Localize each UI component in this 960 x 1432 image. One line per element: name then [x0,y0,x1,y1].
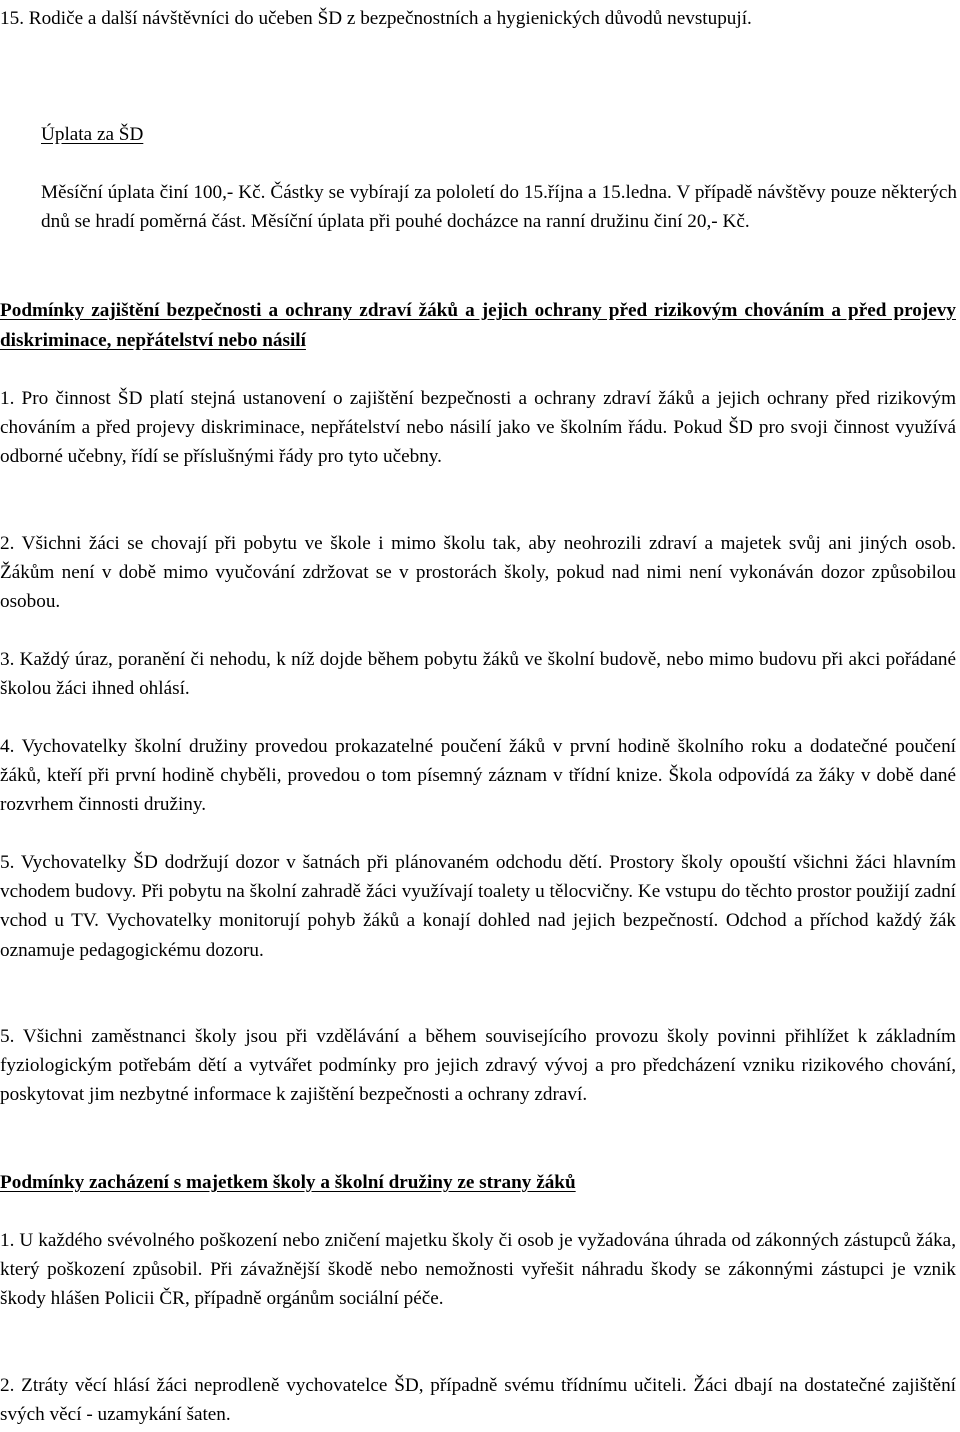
safety-item-6: 5. Všichni zaměstnanci školy jsou při vzdělávání a během souvisejícího provozu školy povinni přihlížet k základním fyziologickým potřebám dětí a vytvářet podmínky pro jejich zdravý vývoj a pro předcházení vzniku rizikového chování, poskytovat jim nezbytné informace k zajištění bezpečnosti a ochrany zdraví. [0,1026,956,1106]
payment-heading: Úplata za ŠD [41,124,144,145]
safety-item-3: 3. Každý úraz, poranění či nehodu, k níž dojde během pobytu žáků ve školní budově, nebo mimo budovu při akci pořádané školou žáci ihned ohlásí. [0,649,956,700]
safety-item-5: 5. Vychovatelky ŠD dodržují dozor v šatnách při plánovaném odchodu dětí. Prostory školy opouští všichni žáci hlavním vchodem budovy. Při pobytu na školní zahradě žáci využívají toalety u tělocvičny. Ke vstupu do těchto prostor použijí zadní vchod u TV. Vychovatelky monitorují pohyb žáků a konají dohled nad jejich bezpečností. Odchod a příchod každý žák oznamuje pedagogickému dozoru. [0,852,956,961]
item-15-text: 15. Rodiče a další návštěvníci do učeben ŠD z bezpečnostních a hygienických důvodů nevstupují. [0,8,752,29]
property-item-2: 2. Ztráty věcí hlásí žáci neprodleně vychovatelce ŠD, případně svému třídnímu učiteli. Žáci dbají na dostatečné zajištění svých věcí - uzamykání šaten. [0,1375,956,1426]
property-heading: Podmínky zacházení s majetkem školy a školní družiny ze strany žáků [0,1172,576,1193]
safety-item-2: 2. Všichni žáci se chovají při pobytu ve škole i mimo školu tak, aby neohrozili zdraví a majetek svůj ani jiných osob. Žákům není v době mimo vyučování zdržovat se v prostorách školy, pokud nad nimi není vykonáván dozor způsobilou osobou. [0,533,956,613]
safety-item-4: 4. Vychovatelky školní družiny provedou prokazatelné poučení žáků v první hodině školního roku a dodatečné poučení žáků, kteří při první hodině chyběli, provedou o tom písemný záznam v třídní knize. Škola odpovídá za žáky v době dané rozvrhem činnosti družiny. [0,736,956,816]
safety-item-1: 1. Pro činnost ŠD platí stejná ustanovení o zajištění bezpečnosti a ochrany zdraví žáků a jejich ochrany před rizikovým chováním a před projevy diskriminace, nepřátelství nebo násilí jako ve školním řádu. Pokud ŠD pro svoji činnost využívá odborné učebny, řídí se příslušnými řády pro tyto učebny. [0,388,956,468]
payment-text: Měsíční úplata činí 100,- Kč. Částky se vybírají za pololetí do 15.října a 15.ledna. V případě návštěvy pouze některých dnů se hradí poměrná část. Měsíční úplata při pouhé docházce na ranní družinu činí 20,- Kč. [41,182,957,233]
safety-heading: Podmínky zajištění bezpečnosti a ochrany zdraví žáků a jejich ochrany před rizikovým chováním a před projevy diskriminace, nepřátelství nebo násilí [0,300,956,351]
property-item-1: 1. U každého svévolného poškození nebo zničení majetku školy či osob je vyžadována úhrada od zákonných zástupců žáka, který poškození způsobil. Při závažnější škodě nebo nemožnosti vyřešit náhradu škody se zákonnými zástupci je vznik škody hlášen Policii ČR, případně orgánům sociální péče. [0,1230,956,1310]
